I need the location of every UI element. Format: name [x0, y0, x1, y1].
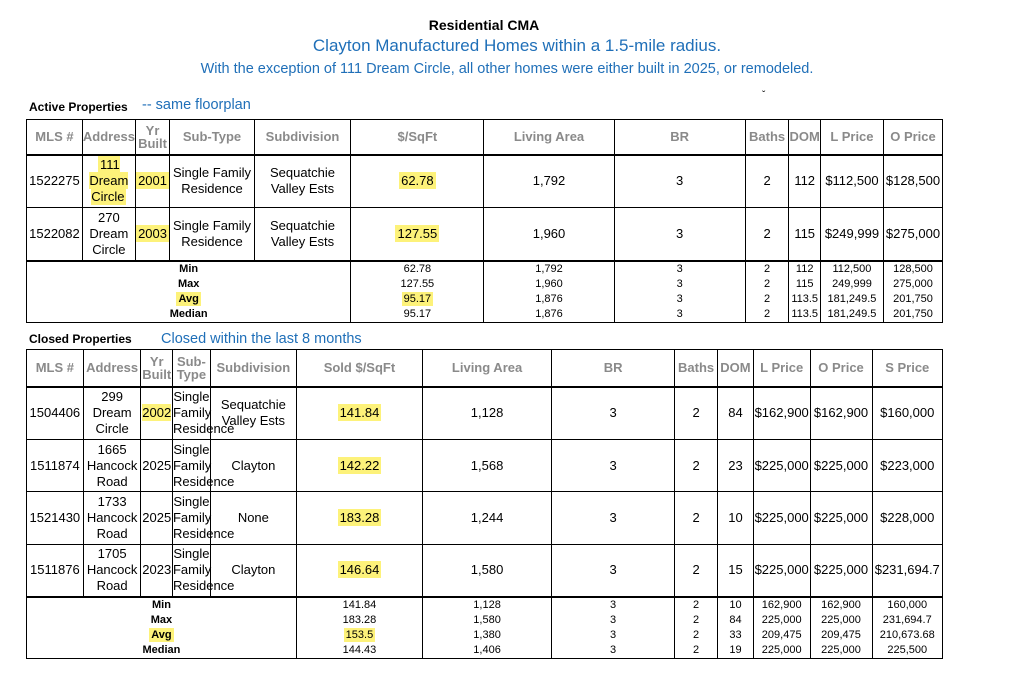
stat-value: 183.28 — [342, 613, 377, 626]
stat-value: 3 — [676, 277, 683, 290]
stat-value: 249,999 — [832, 277, 872, 290]
stats-br — [614, 261, 745, 323]
cell-yr-built — [135, 208, 170, 261]
stats-area — [422, 597, 551, 659]
stat-value: 3 — [676, 292, 683, 305]
col-header-br: BR — [552, 350, 675, 387]
stat-value: 1,876 — [535, 292, 563, 305]
stat-label-max: Max — [150, 613, 173, 626]
yr-highlight: 2001 — [138, 173, 167, 189]
col-header-sold-price: S Price — [872, 350, 942, 387]
avg-highlight: 95.17 — [403, 292, 432, 305]
cell-list-price: $225,000 — [753, 492, 810, 545]
active-section-note: -- same floorplan — [142, 97, 251, 113]
active-section-label: Active Properties — [29, 100, 128, 114]
cell-mls: 1504406 — [27, 387, 84, 440]
cell-list-price: $249,999 — [820, 208, 883, 261]
col-header-mls: MLS # — [27, 120, 83, 155]
cell-yr-built: 2025 — [141, 440, 173, 492]
stat-value: 3 — [676, 262, 683, 275]
col-header-br: BR — [614, 120, 745, 155]
stat-value: 19 — [729, 643, 742, 656]
stat-value: 225,000 — [821, 613, 861, 626]
stats-oprice — [810, 597, 872, 659]
stats-labels — [27, 261, 351, 323]
avg-highlight: Avg — [151, 628, 172, 641]
cell-br: 3 — [552, 440, 675, 492]
stats-labels — [27, 597, 297, 659]
stat-value — [351, 292, 483, 307]
cell-subdivision: Clayton — [210, 440, 296, 492]
stat-value: 1,380 — [473, 628, 501, 641]
cell-dom: 10 — [718, 492, 754, 545]
cell-price-per-sqft — [296, 545, 422, 597]
cell-baths: 2 — [675, 492, 718, 545]
cell-living-area: 1,792 — [484, 155, 614, 208]
active-properties-table — [26, 119, 943, 323]
cell-subtype: Single Family Residence — [170, 208, 254, 261]
stat-value: 33 — [729, 628, 742, 641]
stat-value: 3 — [610, 613, 617, 626]
stats-row — [27, 597, 943, 659]
stats-lprice — [753, 597, 810, 659]
col-header-yr-built: Yr Built — [135, 120, 170, 155]
cell-dom: 112 — [789, 155, 821, 208]
cell-list-price: $225,000 — [753, 440, 810, 492]
cell-address: 270 Dream Circle — [82, 208, 135, 261]
stat-value: 1,876 — [535, 307, 563, 320]
cell-subdivision: Sequatchie Valley Ests — [254, 208, 351, 261]
stat-label-avg — [27, 628, 296, 643]
cell-mls: 1522082 — [27, 208, 83, 261]
stat-value: 231,694.7 — [882, 613, 932, 626]
col-header-living-area: Living Area — [422, 350, 551, 387]
cell-subtype: Single Family Residence — [172, 492, 210, 545]
stat-label-median: Median — [142, 643, 181, 656]
stat-value: 181,249.5 — [827, 292, 877, 305]
cell-br: 3 — [552, 545, 675, 597]
stat-value: 112 — [795, 262, 814, 275]
cell-subtype: Single Family Residence — [172, 440, 210, 492]
cell-address: 1705 Hancock Road — [83, 545, 141, 597]
cell-subdivision: None — [210, 492, 296, 545]
table-row — [27, 440, 943, 492]
stat-value: 2 — [764, 307, 771, 320]
cell-subdivision: Clayton — [210, 545, 296, 597]
stat-label-min: Min — [179, 262, 199, 275]
cell-yr-built: 2025 — [141, 492, 173, 545]
stat-value: 201,750 — [893, 307, 933, 320]
col-header-address: Address — [83, 350, 141, 387]
stray-mark: ˇ — [762, 90, 766, 101]
col-header-subdivision: Subdivision — [210, 350, 296, 387]
stat-value: 275,000 — [893, 277, 933, 290]
stat-value: 225,000 — [761, 643, 802, 656]
cell-sold-price: $160,000 — [872, 387, 942, 440]
col-header-original-price: O Price — [883, 120, 942, 155]
stats-lprice — [820, 261, 883, 323]
stat-value: 162,900 — [761, 598, 802, 611]
cell-br: 3 — [614, 208, 745, 261]
cell-baths: 2 — [675, 440, 718, 492]
stat-value: 2 — [764, 292, 771, 305]
cell-living-area: 1,568 — [422, 440, 551, 492]
cell-mls: 1522275 — [27, 155, 83, 208]
address-highlight: 111 Dream Circle — [89, 157, 129, 205]
col-header-list-price: L Price — [753, 350, 810, 387]
stats-sprice — [872, 597, 942, 659]
stat-value: 3 — [610, 643, 617, 656]
stat-value: 2 — [693, 628, 700, 641]
stat-value: 113.5 — [791, 307, 819, 320]
yr-highlight: 2002 — [142, 405, 172, 421]
stat-value: 112,500 — [832, 262, 872, 275]
col-header-list-price: L Price — [820, 120, 883, 155]
stat-value: 144.43 — [342, 643, 377, 656]
table-header-row — [27, 350, 943, 387]
yr-highlight: 2003 — [138, 225, 167, 241]
stat-value: 3 — [676, 307, 683, 320]
cell-sold-price: $231,694.7 — [872, 545, 942, 597]
cell-subdivision: Sequatchie Valley Ests — [210, 387, 296, 440]
cell-list-price: $162,900 — [753, 387, 810, 440]
stat-value: 2 — [693, 643, 700, 656]
stat-value: 209,475 — [821, 628, 861, 641]
cell-address — [82, 155, 135, 208]
stat-value: 3 — [610, 598, 617, 611]
cell-subtype: Single Family Residence — [172, 387, 210, 440]
stat-value: 1,580 — [473, 613, 501, 626]
stat-value: 95.17 — [403, 307, 432, 320]
stats-baths — [745, 261, 789, 323]
cell-living-area: 1,960 — [484, 208, 614, 261]
stat-value: 160,000 — [887, 598, 928, 611]
cell-subdivision: Sequatchie Valley Ests — [254, 155, 351, 208]
cell-dom: 23 — [718, 440, 754, 492]
cell-br: 3 — [614, 155, 745, 208]
cell-price-per-sqft — [351, 155, 484, 208]
cell-mls: 1521430 — [27, 492, 84, 545]
closed-properties-table — [26, 349, 943, 659]
cell-dom: 115 — [789, 208, 821, 261]
cell-price-per-sqft — [296, 387, 422, 440]
avg-highlight: 153.5 — [345, 628, 374, 641]
stat-value: 3 — [610, 628, 617, 641]
stat-label-max: Max — [177, 277, 200, 290]
cell-baths: 2 — [745, 155, 789, 208]
cell-address: 1733 Hancock Road — [83, 492, 141, 545]
cell-baths: 2 — [745, 208, 789, 261]
col-header-price-per-sqft: $/SqFt — [351, 120, 484, 155]
col-header-subtype: Sub-Type — [170, 120, 254, 155]
stats-dom — [718, 597, 754, 659]
closed-section-note: Closed within the last 8 months — [161, 331, 362, 347]
stat-value: 128,500 — [893, 262, 933, 275]
cell-yr-built: 2023 — [141, 545, 173, 597]
stats-row — [27, 261, 943, 323]
cell-original-price: $128,500 — [883, 155, 942, 208]
cell-price-per-sqft — [296, 440, 422, 492]
cell-living-area: 1,128 — [422, 387, 551, 440]
cell-mls: 1511874 — [27, 440, 84, 492]
cell-living-area: 1,244 — [422, 492, 551, 545]
cell-original-price: $162,900 — [810, 387, 872, 440]
stats-br — [552, 597, 675, 659]
stat-label-min: Min — [151, 598, 171, 611]
cell-list-price: $112,500 — [820, 155, 883, 208]
cell-br: 3 — [552, 387, 675, 440]
col-header-subdivision: Subdivision — [254, 120, 351, 155]
stat-value: 2 — [764, 262, 771, 275]
page-title: Residential CMA — [428, 17, 540, 33]
cell-original-price: $275,000 — [883, 208, 942, 261]
cell-list-price: $225,000 — [753, 545, 810, 597]
cell-living-area: 1,580 — [422, 545, 551, 597]
col-header-living-area: Living Area — [484, 120, 614, 155]
avg-highlight: Avg — [178, 292, 199, 305]
stat-value: 225,500 — [887, 643, 928, 656]
stat-value: 1,128 — [473, 598, 501, 611]
cell-original-price: $225,000 — [810, 492, 872, 545]
stats-ppsf — [351, 261, 484, 323]
stat-value: 225,000 — [821, 643, 861, 656]
closed-section-label: Closed Properties — [29, 332, 132, 346]
table-row — [27, 155, 943, 208]
stats-area — [484, 261, 614, 323]
cell-subtype: Single Family Residence — [170, 155, 254, 208]
ppsf-highlight: 183.28 — [339, 510, 380, 525]
table-header-row — [27, 120, 943, 155]
ppsf-highlight: 127.55 — [397, 225, 438, 241]
cell-original-price: $225,000 — [810, 545, 872, 597]
stat-value: 1,960 — [535, 277, 563, 290]
col-header-dom: DOM — [789, 120, 821, 155]
cell-address: 299 Dream Circle — [83, 387, 141, 440]
cell-dom: 15 — [718, 545, 754, 597]
stat-value: 127.55 — [400, 277, 435, 290]
stat-value: 141.84 — [342, 598, 377, 611]
stat-value: 10 — [729, 598, 742, 611]
stat-value: 115 — [795, 277, 814, 290]
table-row — [27, 208, 943, 261]
stats-ppsf — [296, 597, 422, 659]
stat-value: 210,673.68 — [879, 628, 935, 641]
stat-value: 84 — [729, 613, 742, 626]
table-row — [27, 545, 943, 597]
col-header-original-price: O Price — [810, 350, 872, 387]
cell-price-per-sqft — [351, 208, 484, 261]
stat-label-avg — [27, 292, 350, 307]
stat-value: 2 — [693, 613, 700, 626]
stat-value — [297, 628, 422, 643]
stat-value: 225,000 — [761, 613, 802, 626]
stat-value: 2 — [764, 277, 771, 290]
stat-value: 201,750 — [893, 292, 933, 305]
ppsf-highlight: 146.64 — [339, 562, 380, 578]
stat-value: 162,900 — [821, 598, 861, 611]
stat-value: 181,249.5 — [827, 307, 877, 320]
ppsf-highlight: 142.22 — [339, 457, 380, 473]
stat-value: 209,475 — [761, 628, 802, 641]
cell-mls: 1511876 — [27, 545, 84, 597]
col-header-baths: Baths — [675, 350, 718, 387]
col-header-subtype: Sub-Type — [172, 350, 210, 387]
col-header-dom: DOM — [718, 350, 754, 387]
cell-subtype: Single Family Residence — [172, 545, 210, 597]
cell-br: 3 — [552, 492, 675, 545]
stats-dom — [789, 261, 821, 323]
cell-dom: 84 — [718, 387, 754, 440]
cell-sold-price: $223,000 — [872, 440, 942, 492]
table-row — [27, 492, 943, 545]
stat-value: 2 — [693, 598, 700, 611]
cell-sold-price: $228,000 — [872, 492, 942, 545]
ppsf-highlight: 62.78 — [401, 173, 434, 189]
cell-address: 1665 Hancock Road — [83, 440, 141, 492]
stat-value: 1,406 — [473, 643, 501, 656]
cell-baths: 2 — [675, 545, 718, 597]
table-row — [27, 387, 943, 440]
col-header-address: Address — [82, 120, 135, 155]
stat-label-median: Median — [169, 307, 208, 320]
stats-oprice — [883, 261, 942, 323]
stat-value: 113.5 — [791, 292, 819, 305]
cell-yr-built — [135, 155, 170, 208]
cell-yr-built — [141, 387, 173, 440]
page-note: With the exception of 111 Dream Circle, all other homes were either built in 2025, or remodeled. — [200, 61, 814, 77]
stats-baths — [675, 597, 718, 659]
col-header-baths: Baths — [745, 120, 789, 155]
cell-original-price: $225,000 — [810, 440, 872, 492]
col-header-mls: MLS # — [27, 350, 84, 387]
ppsf-highlight: 141.84 — [339, 405, 380, 421]
col-header-yr-built: Yr Built — [141, 350, 173, 387]
col-header-sold-price-per-sqft: Sold $/SqFt — [296, 350, 422, 387]
stat-value: 62.78 — [403, 262, 432, 275]
stat-value: 1,792 — [535, 262, 563, 275]
cell-price-per-sqft — [296, 492, 422, 545]
page-subtitle: Clayton Manufactured Homes within a 1.5-mile radius. — [312, 36, 722, 55]
cell-baths: 2 — [675, 387, 718, 440]
